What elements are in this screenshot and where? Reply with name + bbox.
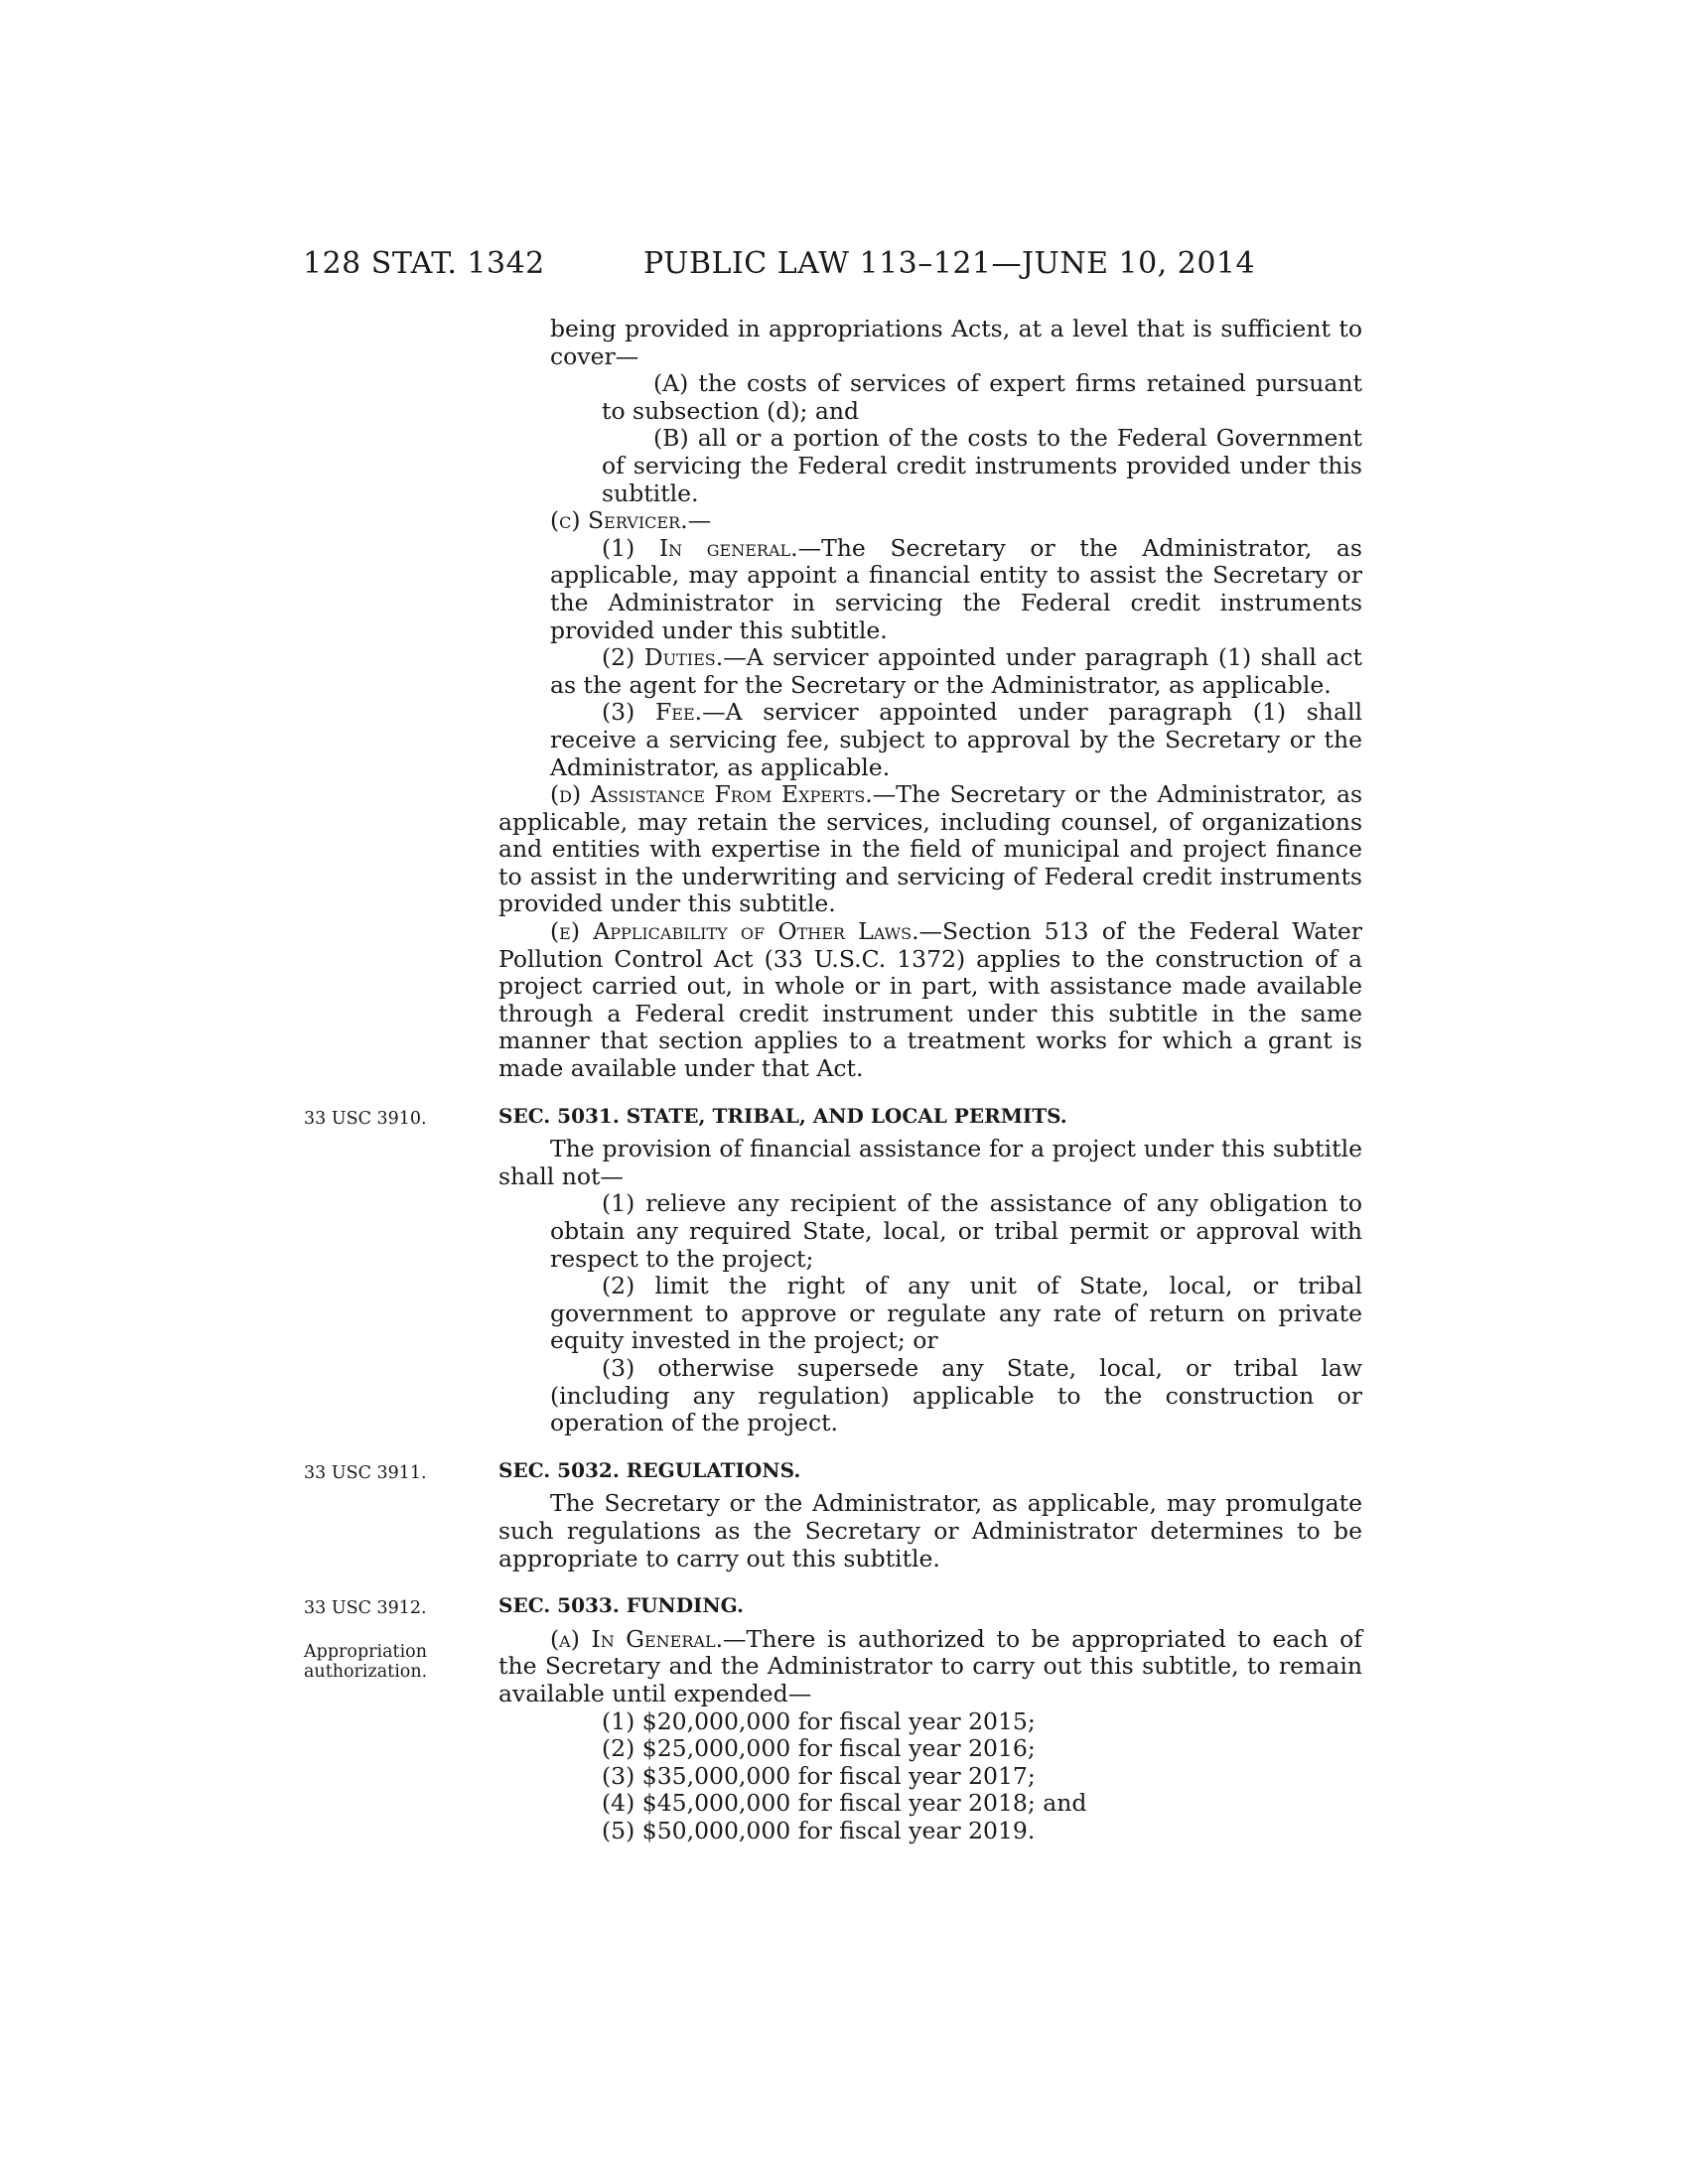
- assistance-text: —The Secretary or the Administrator, as applicable, may retain the services, including counsel, of organizations and entities with expertise in the field of municipal and project finance to assist in the underwriting and servicing of Federal credit instruments provided under this subtitle.: [498, 780, 1363, 918]
- assistance-label: (d) Assistance From Experts.: [550, 780, 873, 809]
- margin-note-usc-3910: 33 USC 3910.: [304, 1108, 427, 1129]
- servicer-general-text: —The Secretary or the Administrator, as applicable, may appoint a financial entity to assist the Secretary or the Administrator in servicing the Federal credit instruments provided under this subtitle.: [550, 533, 1362, 644]
- margin-note-usc-3911: 33 USC 3911.: [304, 1462, 427, 1483]
- section-5033-general: [498, 1626, 1362, 1708]
- paragraph-a: (A) the costs of services of expert firms retained pursuant to subsection (d); and: [602, 369, 1362, 425]
- funding-item-2015: (1) $20,000,000 for fiscal year 2015;: [602, 1706, 1036, 1735]
- continuation-paragraph: being provided in appropriations Acts, at a level that is sufficient to cover—: [550, 315, 1362, 370]
- servicer-duties-label: (2) Duties.: [602, 643, 724, 672]
- section-5031-intro: The provision of financial assistance for a project under this subtitle shall not—: [498, 1135, 1362, 1190]
- paragraph-b: (B) all or a portion of the costs to the Federal Government of servicing the Federal credit instruments provided under this subtitle.: [602, 424, 1362, 507]
- funding-item-2019: (5) $50,000,000 for fiscal year 2019.: [602, 1816, 1036, 1844]
- section-5033: [304, 1572, 1362, 1844]
- applicability-of-other-laws: [498, 918, 1362, 1083]
- servicer-fee: [498, 699, 1362, 781]
- applicability-text: —Section 513 of the Federal Water Pollution Control Act (33 U.S.C. 1372) applies to the construction of a project carried out, in whole or in part, with assistance made available through a Federal credit instrument under this subtitle in the same manner that section applies to a treatment works for which a grant is made available under that Act.: [498, 917, 1362, 1083]
- assistance-from-experts: [498, 781, 1362, 918]
- funding-item-2018: (4) $45,000,000 for fiscal year 2018; and: [602, 1789, 1087, 1818]
- section-5031-item-1: (1) relieve any recipient of the assistance of any obligation to obtain any required State, local, or tribal permit or approval with respect to the project;: [550, 1189, 1362, 1273]
- applicability-label: (e) Applicability of Other Laws.: [550, 917, 919, 946]
- section-5032-heading: SEC. 5032. REGULATIONS.: [498, 1457, 801, 1482]
- margin-note-appropriation: Appropriation authorization.: [304, 1642, 428, 1683]
- funding-item-2017: (3) $35,000,000 for fiscal year 2017;: [602, 1761, 1036, 1790]
- funding-item-2016: (2) $25,000,000 for fiscal year 2016;: [602, 1734, 1036, 1763]
- statute-page-reference: 128 STAT. 1342: [303, 246, 545, 281]
- servicer-heading: [498, 507, 1362, 535]
- servicer-duties: [498, 644, 1362, 699]
- servicer-duties-text: —A servicer appointed under paragraph (1) shall act as the agent for the Secretary or the Administrator, as applicable.: [550, 643, 1362, 699]
- section-5031-item-2: (2) limit the right of any unit of State, local, or tribal government to approve or regulate any rate of return on private equity invested in the project; or: [550, 1272, 1362, 1355]
- section-5031-item-3: (3) otherwise supersede any State, local, or tribal law (including any regulation) applicable to the construction or operation of the project.: [550, 1353, 1362, 1437]
- public-law-title: PUBLIC LAW 113–121—JUNE 10, 2014: [643, 246, 1256, 281]
- margin-note-usc-3912: 33 USC 3912.: [304, 1598, 427, 1619]
- servicer-general-label: (1) In general.: [602, 533, 798, 562]
- section-5033-general-text: —There is authorized to be appropriated to each of the Secretary and the Administrator to carry out this subtitle, to remain available until expended—: [498, 1624, 1362, 1707]
- section-5031-heading: SEC. 5031. STATE, TRIBAL, AND LOCAL PERMITS.: [498, 1103, 1067, 1128]
- servicer-fee-text: —A servicer appointed under paragraph (1) shall receive a servicing fee, subject to approval by the Secretary or the Administrator, as applicable.: [550, 698, 1362, 781]
- servicer-fee-label: (3) Fee.: [602, 698, 703, 727]
- section-5033-general-label: (a) In General.: [550, 1624, 724, 1653]
- section-5033-heading: SEC. 5033. FUNDING.: [498, 1593, 745, 1618]
- section-5032-text: The Secretary or the Administrator, as applicable, may promulgate such regulations as the Secretary or Administrator determines to be appropriate to carry out this subtitle.: [498, 1489, 1362, 1572]
- servicer-general: [498, 535, 1362, 644]
- section-5032: [304, 1437, 1362, 1572]
- page-header: [0, 246, 1688, 286]
- document-body: [304, 315, 1363, 1844]
- servicer-heading-text: (c) Servicer.—: [550, 506, 712, 535]
- section-5031: [304, 1083, 1362, 1437]
